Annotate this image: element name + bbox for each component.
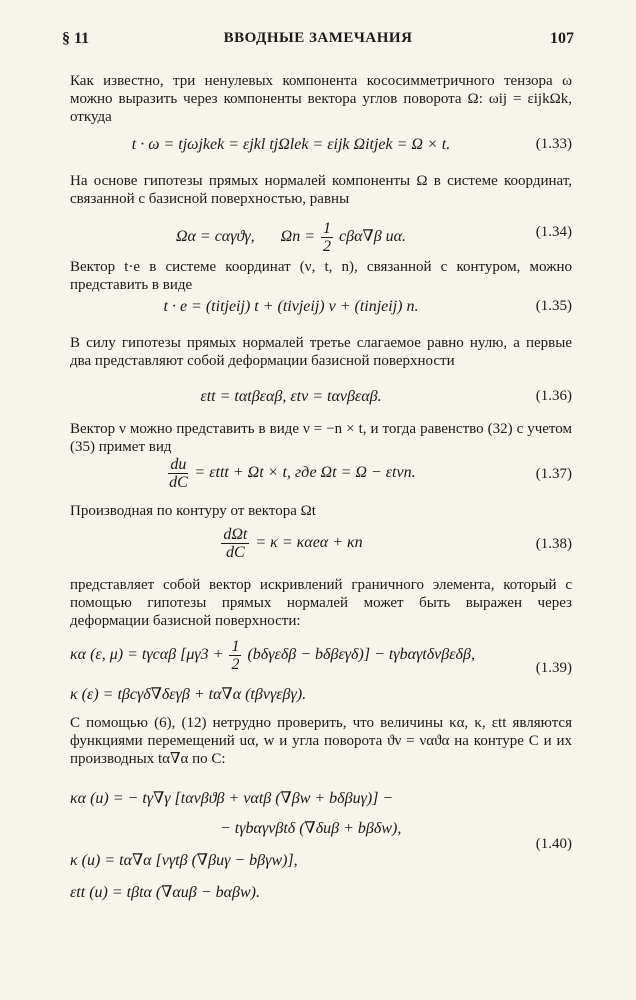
- fraction: $\frac{\text{dΩt}}{dC}$: [223, 526, 248, 561]
- equation-1-34: [70, 216, 572, 255]
- paragraph-4: В силу гипотезы прямых нормалей третье слагаемое равно нулю, а первые два представляют собой деформации базисной поверхности: [70, 335, 572, 369]
- equation-1-39: [70, 634, 572, 712]
- equation-part: cβα∇β uα.: [335, 228, 407, 246]
- equation-1-33: [70, 136, 572, 160]
- equation-formula: t · e = (titjeij) t + (tiνjeij) ν + (tinjeij) n.: [163, 298, 419, 315]
- paragraph-7: представляет собой вектор искривлений граничного элемента, который с помощью гипотезы прямых нормалей может быть выражен через деформации базисной поверхности:: [70, 577, 572, 629]
- page-number: 107: [550, 30, 574, 47]
- equation-1-40: [70, 784, 572, 910]
- fraction: $\frac{du}{dC}$: [169, 456, 188, 491]
- paragraph-6: Производная по контуру от вектора Ωt: [70, 503, 316, 519]
- fraction: $\frac{1}{2}$: [231, 638, 240, 673]
- page-header: [62, 30, 574, 52]
- equation-line: κ (ε) = tβcγδ∇δεγβ + tα∇α (tβνγεβγ).: [70, 686, 307, 703]
- equation-line: κα (u) = − tγ∇γ [tανβϑβ + ναtβ (∇βw + bδβuγ)] −: [70, 790, 394, 807]
- equation-number: (1.33): [535, 136, 572, 152]
- paragraph-1: Как известно, три ненулевых компонента кососимметричного тензора ω можно выразить через компоненты вектора углов поворота Ω: ωij = εijkΩk, откуда: [70, 73, 572, 125]
- equation-part: (bδγεδβ − bδβεγδ)] − tγbαγtδνβεδβ,: [243, 646, 475, 664]
- equation-part: Ωα = cαγϑγ,: [175, 228, 255, 246]
- equation-part: κα (ε, μ) = tγcαβ [μγ3 +: [70, 646, 228, 664]
- section-mark: § 11: [62, 30, 90, 47]
- equation-1-38: [70, 526, 572, 566]
- paragraph-2: На основе гипотезы прямых нормалей компоненты Ω в системе координат, связанной с базисной поверхностью, равны: [70, 173, 572, 207]
- equation-1-36: [70, 388, 572, 412]
- equation-formula: εtt = tαtβεαβ, εtν = tανβεαβ.: [200, 388, 382, 405]
- equation-line: − tγbαγνβtδ (∇δuβ + bβδw),: [220, 820, 402, 837]
- running-title: ВВОДНЫЕ ЗАМЕЧАНИЯ: [223, 30, 413, 46]
- equation-1-37: [70, 456, 572, 496]
- paragraph-8: С помощью (6), (12) нетрудно проверить, что величины κα, κ, εtt являются функциями перемещений uα, w и угла поворота ϑν = ναϑα на контуре C и их производных tα∇α по C:: [70, 715, 572, 767]
- equation-line: κ (u) = tα∇α [νγtβ (∇βuγ − bβγw)],: [70, 852, 298, 869]
- paragraph-3: Вектор t·e в системе координат (ν, t, n), связанной с контуром, можно представить в виде: [70, 259, 572, 293]
- equation-number: (1.39): [535, 660, 572, 676]
- equation-number: (1.36): [535, 388, 572, 404]
- paragraph-5: Вектор ν можно представить в виде ν = −n × t, и тогда равенство (32) с учетом (35) примет вид: [70, 421, 572, 455]
- equation-1-35: [70, 298, 572, 322]
- equation-line: εtt (u) = tβtα (∇αuβ − bαβw).: [70, 884, 260, 901]
- equation-formula: t · ω = tjωjkek = εjkl tjΩlek = εijk Ωitjek = Ω × t.: [131, 136, 451, 153]
- equation-number: (1.37): [535, 466, 572, 482]
- fraction: $\frac{1}{2}$: [323, 220, 332, 255]
- equation-number: (1.35): [535, 298, 572, 314]
- equation-part: Ωn =: [280, 228, 320, 246]
- equation-number: (1.38): [535, 536, 572, 552]
- equation-part: = κ = καeα + κn: [251, 534, 363, 552]
- equation-number: (1.40): [535, 836, 572, 852]
- equation-number: (1.34): [535, 224, 572, 240]
- equation-part: = εttt + Ωt × t, где Ωt = Ω − εtνn.: [190, 464, 416, 482]
